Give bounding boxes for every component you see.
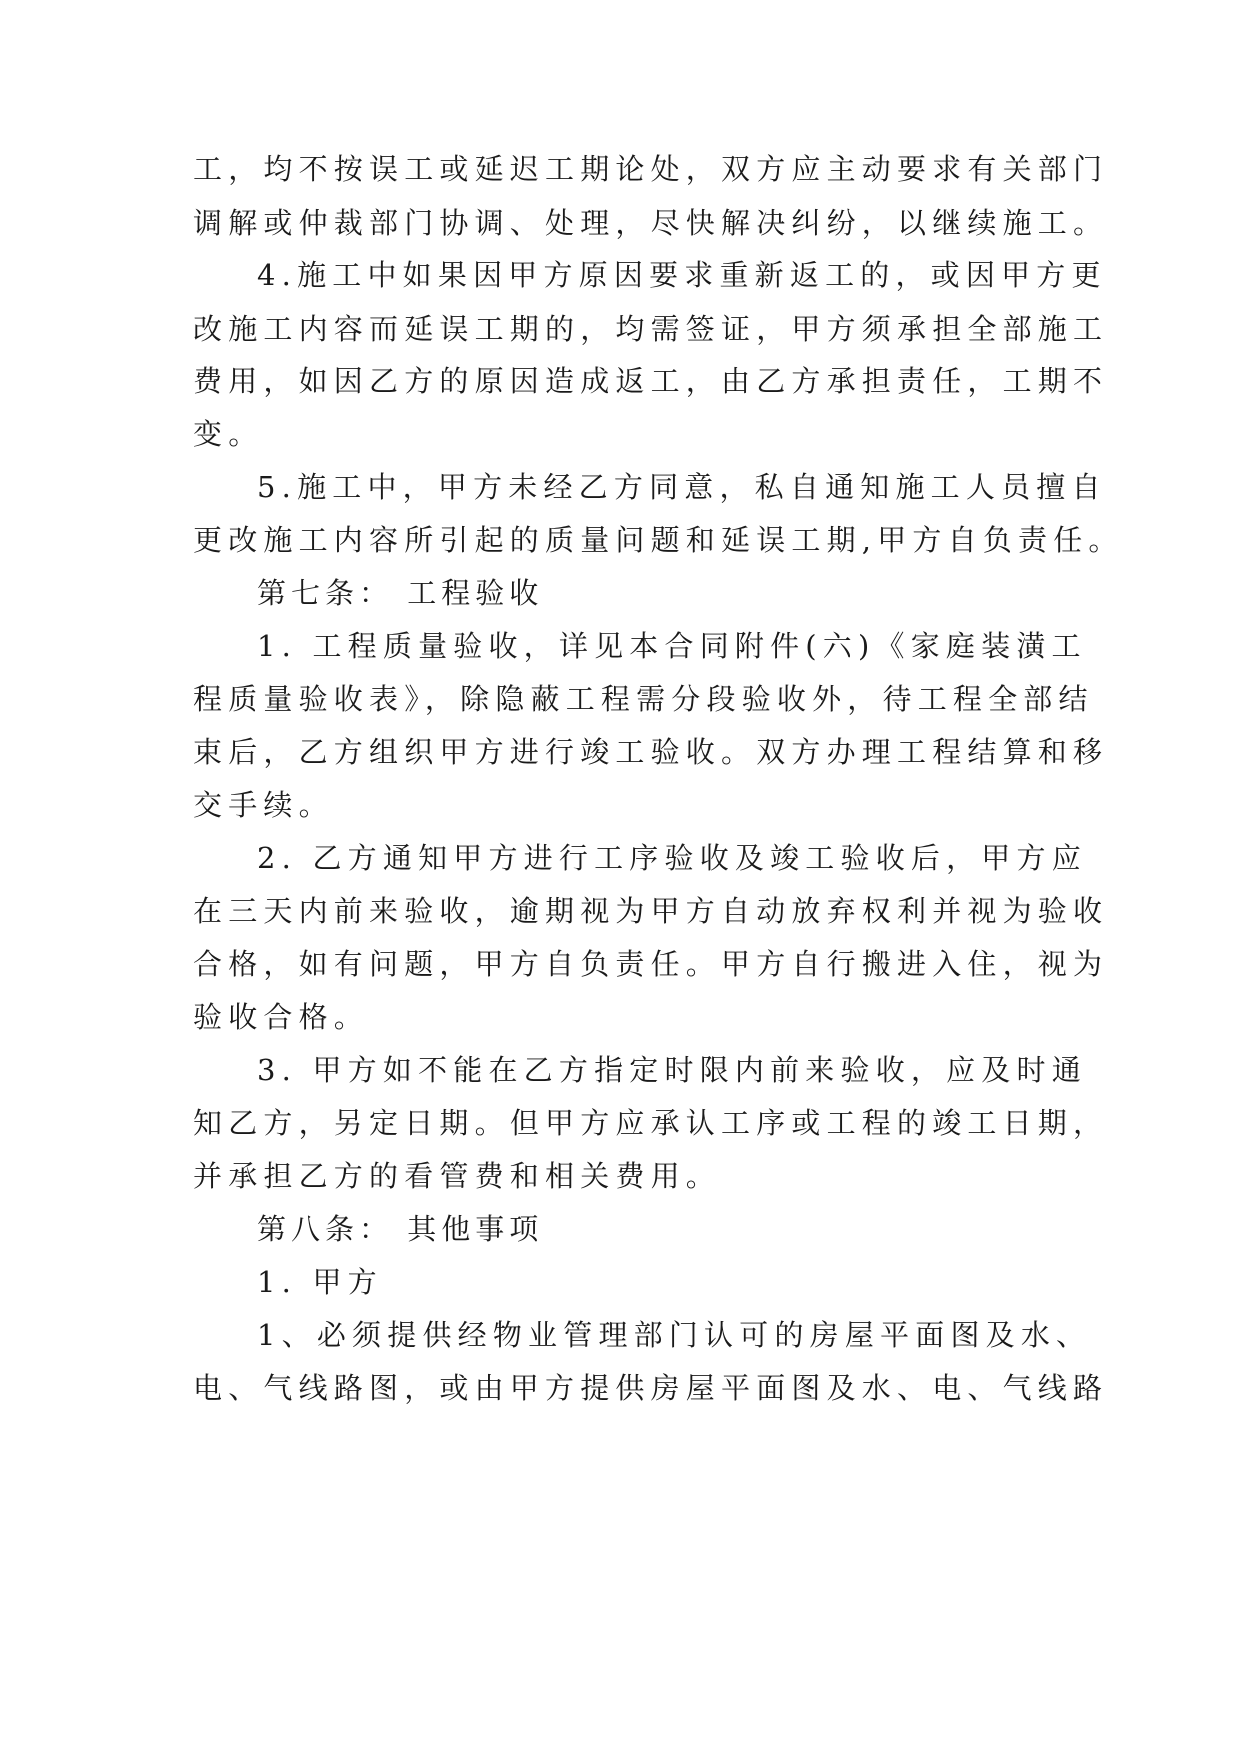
text-line: 改施工内容而延误工期的，均需签证，甲方须承担全部施工 bbox=[193, 312, 1109, 346]
text-line: 调解或仲裁部门协调、处理，尽快解决纠纷，以继续施工。 bbox=[193, 206, 1109, 240]
article-7-heading: 第七条： 工程验收 bbox=[257, 576, 544, 610]
text-line: 程质量验收表》，除隐蔽工程需分段验收外，待工程全部结 bbox=[193, 682, 1094, 716]
text-line: 电、气线路图，或由甲方提供房屋平面图及水、电、气线路 bbox=[193, 1371, 1109, 1405]
paragraph-4-start: 4.施工中如果因甲方原因要求重新返工的，或因甲方更 bbox=[257, 258, 1107, 292]
article-8-item-1: 1. 甲方 bbox=[257, 1265, 383, 1299]
text-line: 交手续。 bbox=[193, 788, 334, 822]
text-line: 更改施工内容所引起的质量问题和延误工期,甲方自负责任。 bbox=[193, 523, 1124, 557]
text-line: 知乙方，另定日期。但甲方应承认工序或工程的竣工日期， bbox=[193, 1106, 1109, 1140]
article-8-subitem-1: 1、必须提供经物业管理部门认可的房屋平面图及水、 bbox=[257, 1318, 1092, 1352]
article-8-heading: 第八条： 其他事项 bbox=[257, 1212, 544, 1246]
text-line: 验收合格。 bbox=[193, 1000, 370, 1034]
article-7-item-1: 1. 工程质量验收，详见本合同附件(六)《家庭装潢工 bbox=[257, 629, 1087, 663]
text-line: 合格，如有问题，甲方自负责任。甲方自行搬进入住，视为 bbox=[193, 947, 1109, 981]
text-line: 工，均不按误工或延迟工期论处，双方应主动要求有关部门 bbox=[193, 152, 1109, 186]
paragraph-5-start: 5.施工中，甲方未经乙方同意，私自通知施工人员擅自 bbox=[257, 470, 1107, 504]
text-line: 并承担乙方的看管费和相关费用。 bbox=[193, 1159, 722, 1193]
article-7-item-3: 3. 甲方如不能在乙方指定时限内前来验收，应及时通 bbox=[257, 1053, 1087, 1087]
text-line: 束后，乙方组织甲方进行竣工验收。双方办理工程结算和移 bbox=[193, 735, 1109, 769]
text-line: 变。 bbox=[193, 417, 264, 451]
text-line: 费用，如因乙方的原因造成返工，由乙方承担责任，工期不 bbox=[193, 364, 1109, 398]
text-line: 在三天内前来验收，逾期视为甲方自动放弃权利并视为验收 bbox=[193, 894, 1109, 928]
article-7-item-2: 2. 乙方通知甲方进行工序验收及竣工验收后，甲方应 bbox=[257, 841, 1087, 875]
